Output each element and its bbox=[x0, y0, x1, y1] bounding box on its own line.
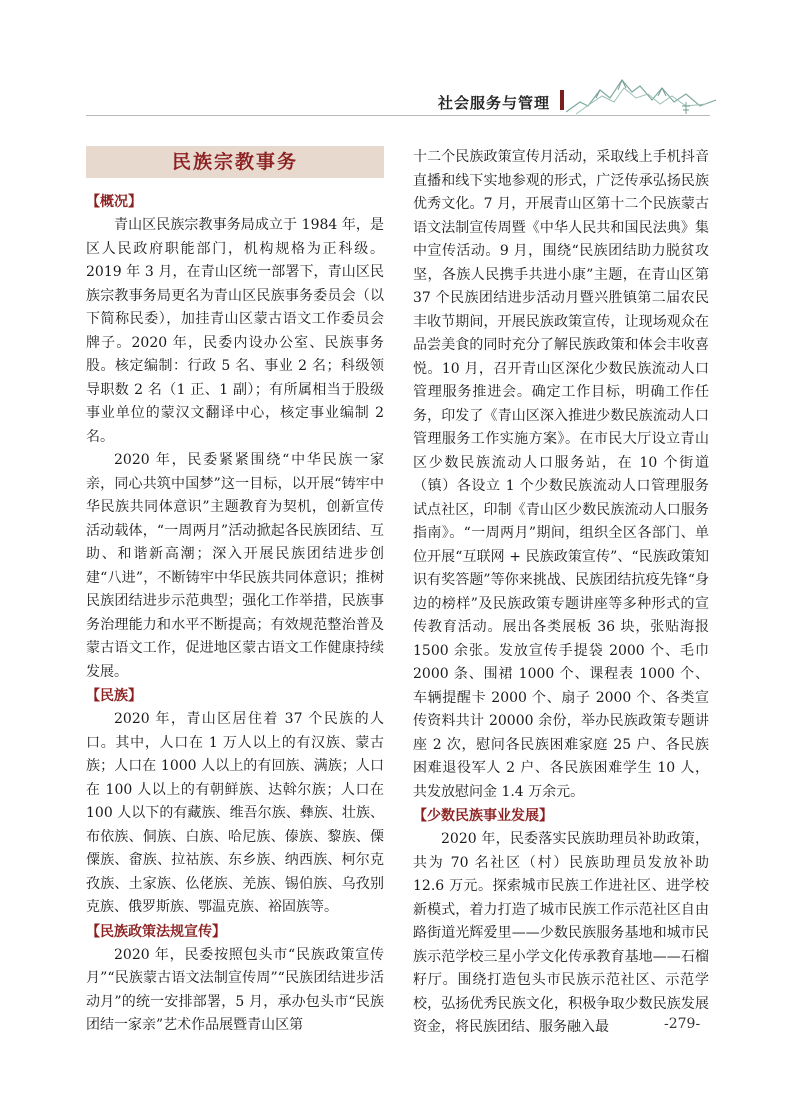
mountain-decoration-icon bbox=[566, 72, 716, 116]
running-header-title: 社会服务与管理 bbox=[438, 94, 551, 112]
heading-ethnic: 【民族】 bbox=[86, 688, 142, 704]
right-column bbox=[413, 146, 709, 1040]
left-column bbox=[86, 146, 384, 1038]
section-title: 民族宗教事务 bbox=[86, 146, 384, 178]
page-number: -279- bbox=[664, 1016, 701, 1032]
ethnic-paragraph-1: 2020 年，青山区居住着 37 个民族的人口。其中，人口在 1 万人以上的有汉族、蒙古族；人口在 1000 人以上的有回族、满族；人口在 100 人以上的有朝鲜族、达斡尔族；人口在 100 人以下的有藏族、维吾尔族、彝族、壮族、布依族、侗族、白族、哈尼族、傣族、黎族、傈僳族、畲族、拉祜族、东乡族、纳西族、柯尔克孜族、土家族、仫佬族、羌族、锡伯族、乌孜别克族、俄罗斯族、鄂温克族、裕固族等。 bbox=[86, 711, 384, 915]
minority-paragraph-1: 2020 年，民委落实民族助理员补助政策，共为 70 名社区（村）民族助理员发放补助 12.6 万元。探索城市民族工作进社区、进学校新模式，着力打造了城市民族工作示范社区自由路街道光辉爱里——少数民族服务基地和城市民族示范学校三星小学文化传承教育基地——石榴籽厅。围绕打造包头市民族示范社区、示范学校，弘扬优秀民族文化，积极争取少数民族发展资金，将民族团结、服务融入最 bbox=[413, 831, 709, 1035]
heading-overview: 【概况】 bbox=[86, 194, 142, 210]
heading-minority: 【少数民族事业发展】 bbox=[413, 808, 553, 824]
overview-paragraph-1: 青山区民族宗教事务局成立于 1984 年，是区人民政府职能部门，机构规格为正科级。2019 年 3 月，在青山区统一部署下，青山区民族宗教事务局更名为青山区民族事务委员会（以下简称民委），加挂青山区蒙古语文工作委员会牌子。2020 年，民委内设办公室、民族事务股。核定编制：行政 5 名、事业 2 名；科级领导职数 2 名（1 正、1 副）；有所属相当于股级事业单位的蒙汉文翻译中心，核定事业编制 2 名。 bbox=[86, 217, 384, 445]
overview-paragraph-2: 2020 年，民委紧紧围绕“中华民族一家亲，同心共筑中国梦”这一目标，以开展“铸牢中华民族共同体意识”主题教育为契机，创新宣传活动载体，“一周两月”活动掀起各民族团结、互助、和谐新高潮；深入开展民族团结进步创建“八进”，不断铸牢中华民族共同体意识；推树民族团结进步示范典型；强化工作举措，民族事务治理能力和水平不断提高；有效规范整治普及蒙古语文工作，促进地区蒙古语文工作健康持续发展。 bbox=[86, 452, 384, 680]
page-header bbox=[0, 0, 804, 118]
policy-paragraph-continued: 十二个民族政策宣传月活动，采取线上手机抖音直播和线下实地参观的形式，广泛传承弘扬民族优秀文化。7 月，开展青山区第十二个民族蒙古语文法制宣传周暨《中华人民共和国民法典》集中宣传活动。9 月，围绕“民族团结助力脱贫攻坚，各族人民携手共进小康”主题，在青山区第 37 个民族团结进步活动月暨兴胜镇第二届农民丰收节期间，开展民族政策宣传，让现场观众在品尝美食的同时充分了解民族政策和体会丰收喜悦。10 月，召开青山区深化少数民族流动人口管理服务推进会。确定工作目标，明确工作任务，印发了《青山区深入推进少数民族流动人口管理服务工作实施方案》。在市民大厅设立青山区少数民族流动人口服务站，在 10 个街道（镇）各设立 1 个少数民族流动人口管理服务试点社区，印制《青山区少数民族流动人口服务指南》。“一周两月”期间，组织全区各部门、单位开展“互联网 + 民族政策宣传”、“民族政策知识有奖答题”等你来挑战、民族团结抗疫先锋“身边的榜样”及民族政策专题讲座等多种形式的宣传教育活动。展出各类展板 36 块，张贴海报 1500 余张。发放宣传手提袋 2000 个、毛巾 2000 条、围裙 1000 个、课程表 1000 个、车辆提醒卡 2000 个、扇子 2000 个、各类宣传资料共计 20000 余份，举办民族政策专题讲座 2 次，慰问各民族困难家庭 25 户、各民族困难退役军人 2 户、各民族困难学生 10 人，共发放慰问金 1.4 万余元。 bbox=[413, 149, 709, 800]
header-rule bbox=[86, 115, 710, 116]
header-accent-bar bbox=[560, 90, 564, 110]
policy-paragraph-1: 2020 年，民委按照包头市“民族政策宣传月”“民族蒙古语文法制宣传周”“民族团结进步活动月”的统一安排部署，5 月，承办包头市“民族团结一家亲”艺术作品展暨青山区第 bbox=[86, 946, 384, 1033]
heading-policy: 【民族政策法规宣传】 bbox=[86, 923, 226, 940]
